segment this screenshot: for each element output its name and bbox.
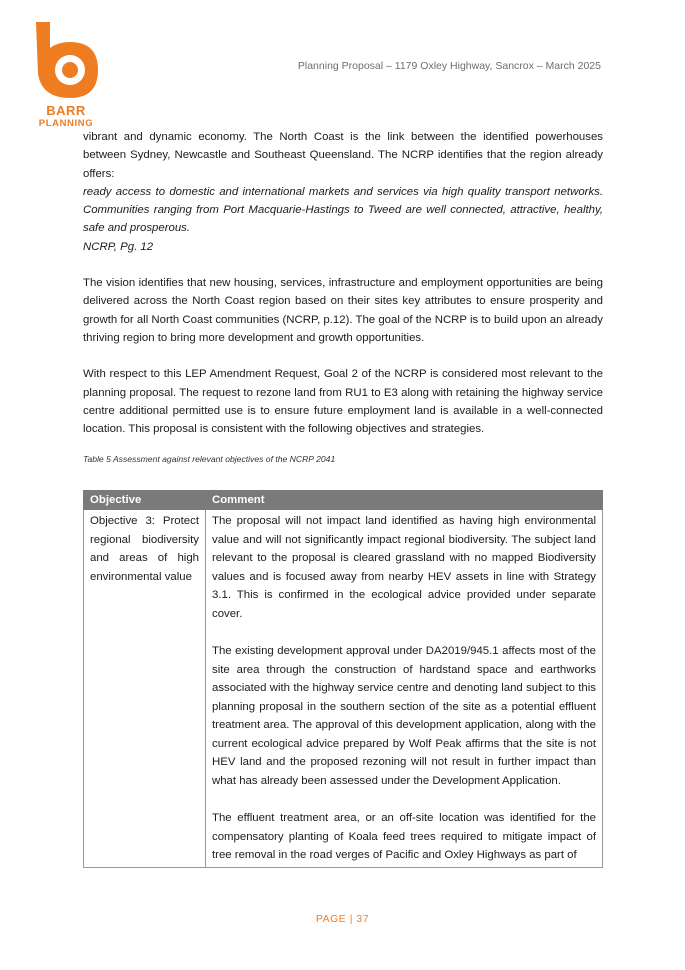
quote-source: NCRP, Pg. 12 — [83, 240, 154, 253]
footer-separator: | — [349, 913, 353, 925]
barr-planning-logo — [32, 20, 104, 106]
logo-mark-icon — [32, 20, 104, 106]
objective-cell: Objective 3: Protect regional biodiversity and areas of high environmental value — [84, 510, 206, 868]
comment-cell — [206, 510, 603, 868]
column-header-objective: Objective — [84, 491, 206, 510]
assessment-table — [83, 490, 603, 868]
page-number: 37 — [356, 913, 370, 925]
logo-wordmark — [31, 104, 101, 129]
logo-subtitle: PLANNING — [38, 118, 94, 129]
document-header-title: Planning Proposal – 1179 Oxley Highway, Sancrox – March 2025 — [297, 60, 601, 72]
logo-name: BARR — [46, 103, 86, 118]
comment-paragraph: The effluent treatment area, or an off-site location was identified for the compensatory planting of Koala feed trees required to mitigate impact of tree removal in the road verges of Pacific and Oxley Highways as part of — [212, 812, 596, 861]
table-row — [84, 510, 603, 868]
page-footer — [0, 913, 685, 925]
comment-paragraph: The existing development approval under DA2019/945.1 affects most of the site area through the construction of hardstand space and earthworks associated with the highway service centre and denoting land subject to this planning proposal in the southern section of the site as a potential effluent treatment area. The approval of this development application, along with the current ecological advice prepared by Wolf Peak affirms that the site is not HEV land and the proposed rezoning will not result in further impact than what has already been assessed under the Development Application. — [212, 645, 596, 787]
paragraph-vision: The vision identifies that new housing, services, infrastructure and employment opportunities are being delivered across the North Coast region based on their sites key attributes to ensure prosperity and growth for all North Coast communities (NCRP, p.12). The goal of the NCRP is to build upon an already thriving region to bring more development and growth opportunities. — [83, 277, 603, 344]
page-label: PAGE — [315, 913, 347, 925]
column-header-comment: Comment — [206, 491, 603, 510]
page-body — [83, 128, 603, 469]
paragraph-intro: vibrant and dynamic economy. The North Coast is the link between the identified powerhouses between Sydney, Newcastle and Southeast Queensland. The NCRP identifies that the region already offers: — [83, 131, 603, 180]
comment-paragraph: The proposal will not impact land identified as having high environmental value and will not significantly impact regional biodiversity. The subject land relevant to the proposal is cleared grassland with no mapped Biodiversity values and is focused away from nearby HEV assets in line with Strategy 3.1. This is confirmed in the ecological advice provided under separate cover. — [212, 515, 596, 620]
table-caption: Table 5 Assessment against relevant objectives of the NCRP 2041 — [83, 454, 336, 465]
block-quote: ready access to domestic and international markets and services via high quality transport networks. Communities ranging from Port Macquarie-Hastings to Tweed are well connected, attractive, healthy, safe and prosperous. — [83, 185, 603, 235]
paragraph-goal: With respect to this LEP Amendment Request, Goal 2 of the NCRP is considered most relevant to the planning proposal. The request to rezone land from RU1 to E3 along with retaining the highway service centre additional permitted use is to ensure future employment land is available in a well-connected location. This proposal is consistent with the following objectives and strategies. — [83, 368, 603, 436]
table-header-row — [84, 491, 603, 510]
